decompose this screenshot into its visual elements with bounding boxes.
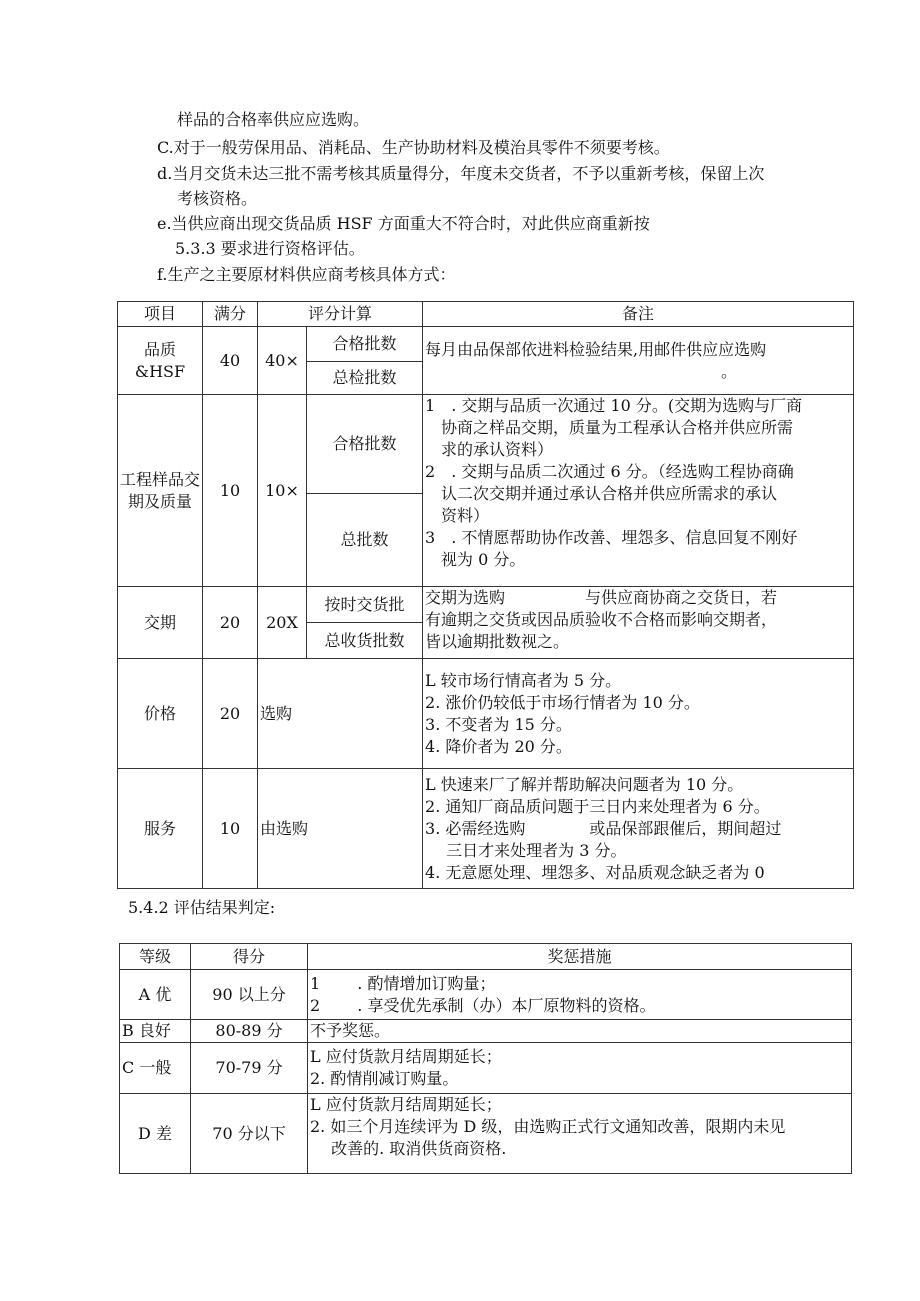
note-line: 2 . 交期与品质二次通过 6 分。（经选购工程协商确 bbox=[425, 462, 794, 481]
note-line: 资料） bbox=[425, 506, 490, 525]
header-note: 备注 bbox=[423, 302, 854, 327]
note-line: 3. 不变者为 15 分。 bbox=[425, 714, 572, 734]
table-row bbox=[120, 1043, 852, 1094]
note-line: 视为 0 分。 bbox=[425, 550, 526, 569]
note-line: 4. 降价者为 20 分。 bbox=[425, 736, 572, 756]
measure-line: 2 . 享受优先承制（办）本厂原物料的资格。 bbox=[310, 995, 656, 1015]
row-score: 90 以上分 bbox=[191, 970, 308, 1020]
row-item: 交期 bbox=[118, 587, 203, 659]
table-row bbox=[120, 1020, 852, 1043]
note-line: 认二次交期并通过承认合格并供应所需求的承认 bbox=[425, 484, 778, 503]
row-measures bbox=[308, 970, 852, 1020]
table-row bbox=[120, 970, 852, 1020]
row-note bbox=[423, 327, 854, 395]
row-denominator: 总批数 bbox=[307, 494, 423, 587]
header-grade: 等级 bbox=[120, 944, 191, 970]
row-calc: 由选购 bbox=[258, 769, 423, 889]
table-row bbox=[118, 327, 854, 362]
intro-item-d-1: d.当月交货未达三批不需考核其质量得分，年度未交货者，不予以重新考核，保留上次 bbox=[157, 164, 765, 183]
measure-line: 不予奖惩。 bbox=[310, 1021, 391, 1040]
row-score: 20 bbox=[203, 659, 258, 769]
note-line: 2. 通知厂商品质问题于三日内来处理者为 6 分。 bbox=[425, 796, 770, 816]
row-denominator: 总检批数 bbox=[307, 362, 423, 395]
note-line: 4. 无意愿处理、埋怨多、对品质观念缺乏者为 0 bbox=[425, 862, 765, 882]
row-calc: 20X bbox=[258, 587, 307, 659]
row-denominator: 总收货批数 bbox=[307, 623, 423, 659]
note-line: L 较市场行情高者为 5 分。 bbox=[425, 670, 622, 690]
row-note bbox=[423, 395, 854, 587]
table-row bbox=[118, 659, 854, 769]
table-row bbox=[120, 1094, 852, 1174]
row-calc: 40× bbox=[258, 327, 307, 395]
intro-item-d-2: 考核资格。 bbox=[177, 189, 258, 208]
row-note bbox=[423, 769, 854, 889]
table-row bbox=[118, 587, 854, 623]
row-measures bbox=[308, 1020, 852, 1043]
note-line: 3 . 不情愿帮助协作改善、埋怨多、信息回复不刚好 bbox=[425, 528, 798, 547]
note-line: 交期为选购 与供应商协商之交货日，若 bbox=[425, 588, 778, 607]
row-score: 80-89 分 bbox=[191, 1020, 308, 1043]
row-item: 品质&HSF bbox=[118, 327, 203, 395]
intro-item-f: f.生产之主要原材料供应商考核具体方式： bbox=[157, 265, 456, 284]
note-line: 3. 必需经选购 或品保部跟催后，期间超过 bbox=[425, 818, 782, 838]
row-item: 价格 bbox=[118, 659, 203, 769]
row-grade: B 良好 bbox=[120, 1020, 191, 1043]
row-score: 70 分以下 bbox=[191, 1094, 308, 1174]
measure-line: 1 . 酌情增加订购量； bbox=[310, 973, 496, 993]
intro-item-c: C.对于一般劳保用品、消耗品、生产协助材料及模治具零件不须要考核。 bbox=[157, 138, 670, 157]
measure-line: 2. 如三个月连续评为 D 级，由选购正式行文通知改善，限期内未见 bbox=[310, 1117, 786, 1136]
header-score: 满分 bbox=[203, 302, 258, 327]
row-score: 70-79 分 bbox=[191, 1043, 308, 1094]
note-line: 皆以逾期批数视之。 bbox=[425, 632, 570, 651]
row-numerator: 合格批数 bbox=[307, 327, 423, 362]
measure-line: 改善的. 取消供货商资格. bbox=[310, 1139, 507, 1158]
header-item: 项目 bbox=[118, 302, 203, 327]
measure-line: L 应付货款月结周期延长； bbox=[310, 1047, 502, 1066]
row-item: 工程样品交期及质量 bbox=[118, 395, 203, 587]
assessment-header-row bbox=[118, 302, 854, 327]
measure-line: L 应付货款月结周期延长； bbox=[310, 1095, 502, 1114]
header-measures: 奖惩措施 bbox=[308, 944, 852, 970]
row-score: 40 bbox=[203, 327, 258, 395]
row-score: 10 bbox=[203, 395, 258, 587]
table-row bbox=[118, 395, 854, 494]
row-numerator: 按时交货批 bbox=[307, 587, 423, 623]
table-row bbox=[118, 769, 854, 889]
assessment-table bbox=[117, 301, 854, 889]
row-numerator: 合格批数 bbox=[307, 395, 423, 494]
measure-line: 2. 酌情削减订购量。 bbox=[310, 1069, 459, 1088]
note-line: 求的承认资料） bbox=[425, 440, 554, 459]
note-line: 每月由品保部依进料检验结果,用邮件供应应选购 bbox=[425, 339, 767, 359]
row-grade: C 一般 bbox=[120, 1043, 191, 1094]
note-line: 有逾期之交货或因品质验收不合格而影响交期者， bbox=[425, 610, 778, 629]
intro-line-1: 样品的合格率供应应选购。 bbox=[177, 110, 370, 129]
row-note bbox=[423, 587, 854, 659]
result-table bbox=[119, 943, 852, 1174]
row-measures bbox=[308, 1094, 852, 1174]
row-grade: A 优 bbox=[120, 970, 191, 1020]
result-header-row bbox=[120, 944, 852, 970]
row-item: 服务 bbox=[118, 769, 203, 889]
row-grade: D 差 bbox=[120, 1094, 191, 1174]
note-line: L 快速来厂了解并帮助解决问题者为 10 分。 bbox=[425, 774, 744, 794]
intro-item-e-2: 5.3.3 要求进行资格评估。 bbox=[175, 239, 365, 258]
note-line: 2. 涨价仍较低于市场行情者为 10 分。 bbox=[425, 692, 700, 712]
row-score: 20 bbox=[203, 587, 258, 659]
header-calc: 评分计算 bbox=[258, 302, 423, 327]
row-calc: 10× bbox=[258, 395, 307, 587]
row-calc: 选购 bbox=[258, 659, 423, 769]
row-measures bbox=[308, 1043, 852, 1094]
header-score: 得分 bbox=[191, 944, 308, 970]
note-line: 1 . 交期与品质一次通过 10 分。(交期为选购与厂商 bbox=[425, 396, 803, 415]
row-note bbox=[423, 659, 854, 769]
note-line: 协商之样品交期，质量为工程承认合格并供应所需 bbox=[425, 418, 794, 437]
section-title: 5.4.2 评估结果判定: bbox=[128, 898, 276, 917]
intro-item-e-1: e.当供应商出现交货品质 HSF 方面重大不符合时，对此供应商重新按 bbox=[157, 214, 650, 233]
note-line: 。 bbox=[721, 361, 738, 381]
row-score: 10 bbox=[203, 769, 258, 889]
note-line: 三日才来处理者为 3 分。 bbox=[425, 840, 627, 860]
